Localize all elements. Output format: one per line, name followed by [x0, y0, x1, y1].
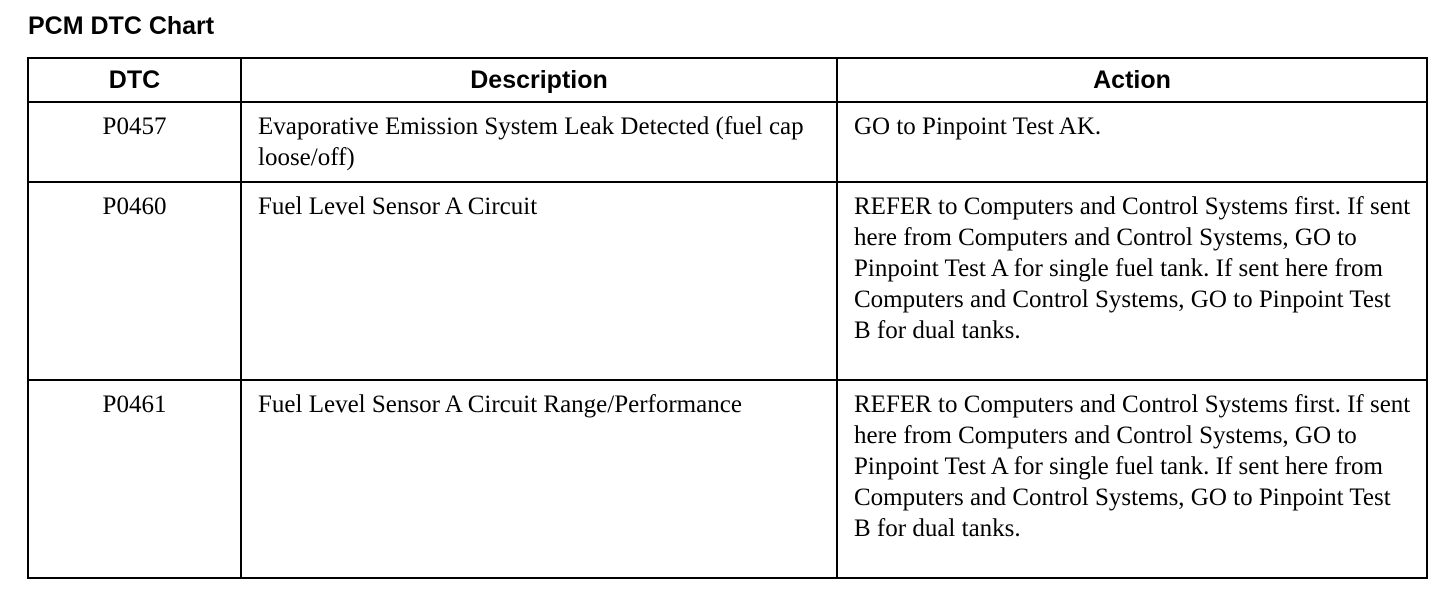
column-header-action: Action: [837, 58, 1427, 102]
action-cell: REFER to Computers and Control Systems first. If sent here from Computers and Control Systems, GO to Pinpoint Test A for single fuel tank. If sent here from Computers and Control Systems, GO to Pinpoint Test B for dual tanks.: [837, 182, 1427, 380]
dtc-table: [27, 57, 1428, 579]
column-header-description: Description: [241, 58, 837, 102]
dtc-code-cell: P0460: [28, 182, 241, 380]
dtc-code-cell: P0457: [28, 102, 241, 182]
table-row: [28, 102, 1427, 182]
description-cell: Fuel Level Sensor A Circuit: [241, 182, 837, 380]
column-header-dtc: DTC: [28, 58, 241, 102]
action-cell: REFER to Computers and Control Systems first. If sent here from Computers and Control Systems, GO to Pinpoint Test A for single fuel tank. If sent here from Computers and Control Systems, GO to Pinpoint Test B for dual tanks.: [837, 380, 1427, 578]
description-cell: Fuel Level Sensor A Circuit Range/Performance: [241, 380, 837, 578]
page-title: PCM DTC Chart: [28, 12, 215, 40]
action-cell: GO to Pinpoint Test AK.: [837, 102, 1427, 182]
description-cell: Evaporative Emission System Leak Detected (fuel cap loose/off): [241, 102, 837, 182]
table-header-row: [28, 58, 1427, 102]
table-row: [28, 380, 1427, 578]
dtc-code-cell: P0461: [28, 380, 241, 578]
table-row: [28, 182, 1427, 380]
